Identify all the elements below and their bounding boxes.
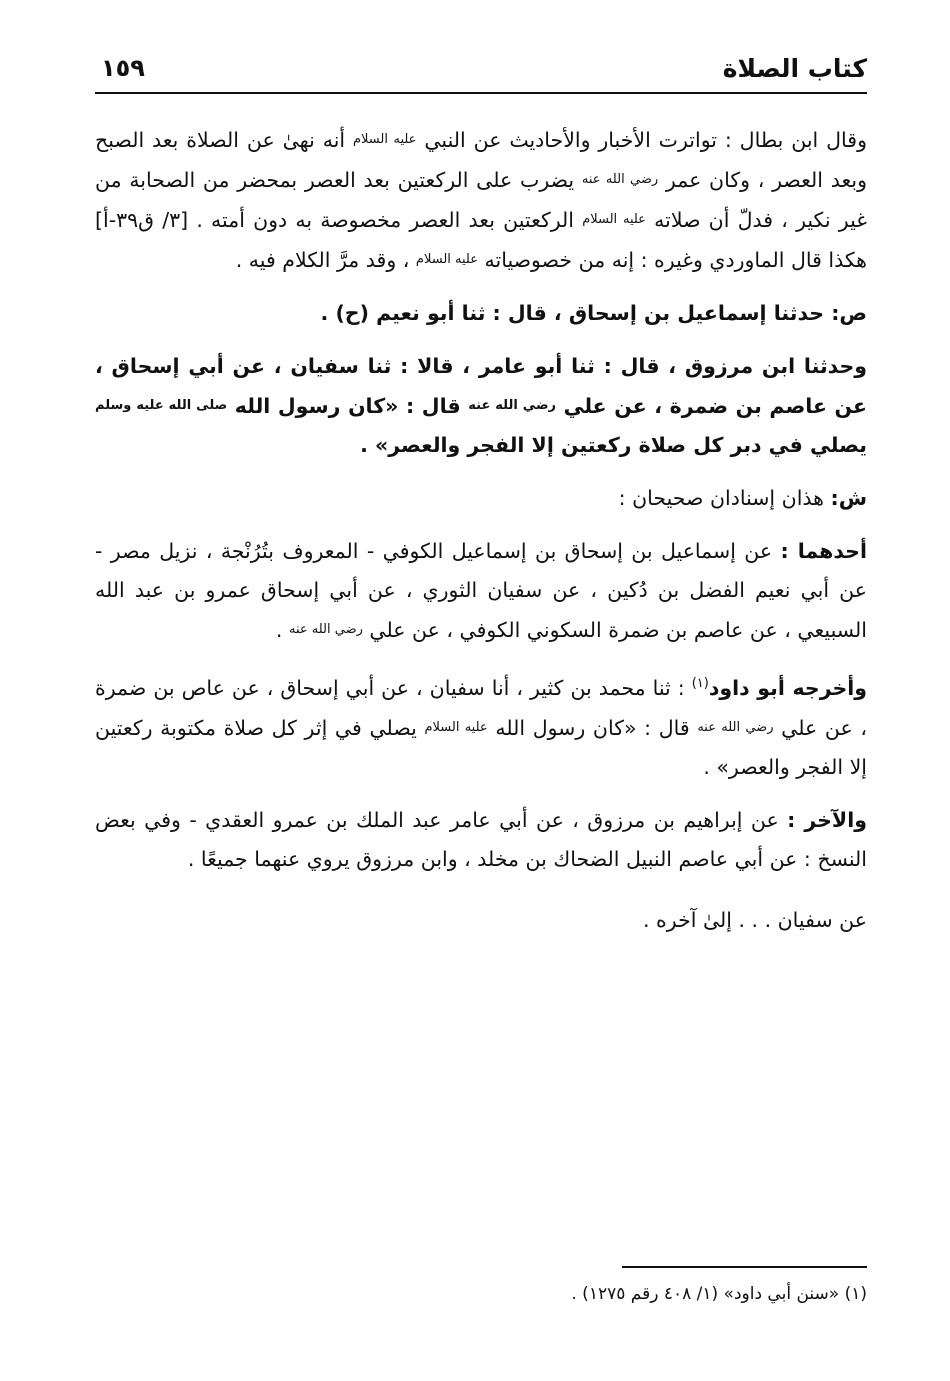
honorific-glyph: رضي الله عنه (697, 720, 774, 735)
paragraph-text: الركعتين بعد العصر مخصوصة به دون أمته . [٣/ ق٣٩-أ] هكذا قال الماوردي وغيره : إنه من خصوصياته (95, 208, 867, 272)
paragraph-text: عن إبراهيم بن مرزوق ، عن أبي عامر عبد الملك بن عمرو العقدي - وفي بعض النسخ : عن أبي عاصم النبيل الضحاك بن مخلد ، وابن مرزوق يروي عنهما جميعًا . (95, 808, 867, 871)
lead-label: أحدهما : (780, 539, 867, 563)
running-header (95, 48, 867, 94)
honorific-glyph: رضي الله عنه (468, 398, 556, 413)
paragraph-text: قال : «كان رسول الله (495, 716, 690, 740)
footnote-divider (622, 1266, 867, 1268)
lead-label: والآخر : (787, 808, 867, 832)
footnote-reference[interactable]: (١) (691, 676, 709, 691)
paragraph-text: قال : «كان رسول الله (234, 394, 461, 418)
honorific-glyph: عليه السلام (353, 132, 417, 147)
paragraph-sharh (95, 479, 867, 518)
paragraph-matn-1 (95, 294, 867, 333)
paragraph-text: يضرب على الركعتين بعد العصر بمحضر من الصحابة من غير نكير ، فدلّ أن صلاته (95, 168, 867, 232)
paragraph-closing (95, 901, 867, 940)
paragraph-text: عن إسماعيل بن إسحاق بن إسماعيل الكوفي - المعروف بتُرُنْجة ، نزيل مصر - عن أبي نعيم الفضل بن دُكين ، عن سفيان الثوري ، عن أبي إسحاق عمرو بن عبد الله السبيعي ، عن عاصم بن ضمرة السكوني الكوفي ، عن علي (95, 539, 867, 642)
honorific-glyph: رضي الله عنه (288, 622, 363, 637)
paragraph-text: وقال ابن بطال : تواترت الأخبار والأحاديث عن النبي (424, 128, 867, 152)
paragraph-text: . (275, 618, 283, 642)
honorific-glyph: عليه السلام (415, 252, 478, 267)
honorific-glyph: عليه السلام (424, 720, 488, 735)
paragraph-text: يصلي في إثر كل صلاة مكتوبة ركعتين إلا الفجر والعصر» . (95, 716, 867, 779)
paragraph-text: : ثنا محمد بن كثير ، أنا سفيان ، عن أبي إسحاق ، عن عاص بن ضمرة ، عن علي (95, 676, 868, 740)
paragraph-text: أنه نهىٰ عن الصلاة بعد الصبح وبعد العصر ، وكان عمر (95, 128, 867, 192)
footnote: (١) «سنن أبي داود» (١/ ٤٠٨ رقم ١٢٧٥) . (571, 1284, 867, 1304)
page-body (95, 120, 867, 940)
paragraph-text: ص: حدثنا إسماعيل بن إسحاق ، قال : ثنا أبو نعيم (ح) . (320, 301, 867, 325)
honorific-glyph: صلى الله عليه وسلم (95, 398, 228, 413)
paragraph-matn-2 (95, 347, 867, 465)
paragraph-text: ، وقد مرَّ الكلام فيه . (235, 248, 410, 272)
paragraph-text: عن سفيان . . . إلىٰ آخره . (643, 908, 867, 932)
lead-label: وأخرجه أبو داود (708, 676, 867, 700)
paragraph-abu-dawud (95, 664, 867, 787)
chapter-title: كتاب الصلاة (722, 54, 867, 83)
paragraph-text: يصلي في دبر كل صلاة ركعتين إلا الفجر والعصر» . (360, 433, 867, 457)
page-number: ١٥٩ (101, 54, 145, 82)
paragraph-text: وحدثنا ابن مرزوق ، قال : ثنا أبو عامر ، قالا : ثنا سفيان ، عن أبي إسحاق ، عن عاصم بن ضمرة ، عن علي (95, 354, 867, 418)
paragraph-second-isnad (95, 801, 867, 879)
paragraph-text: هذان إسنادان صحيحان : (618, 486, 824, 510)
sharh-label: ش: (830, 486, 867, 510)
honorific-glyph: رضي الله عنه (581, 172, 659, 187)
paragraph-first-isnad (95, 532, 867, 650)
honorific-glyph: عليه السلام (582, 212, 646, 227)
paragraph-ibn-battal (95, 120, 867, 280)
book-page (95, 48, 867, 1348)
